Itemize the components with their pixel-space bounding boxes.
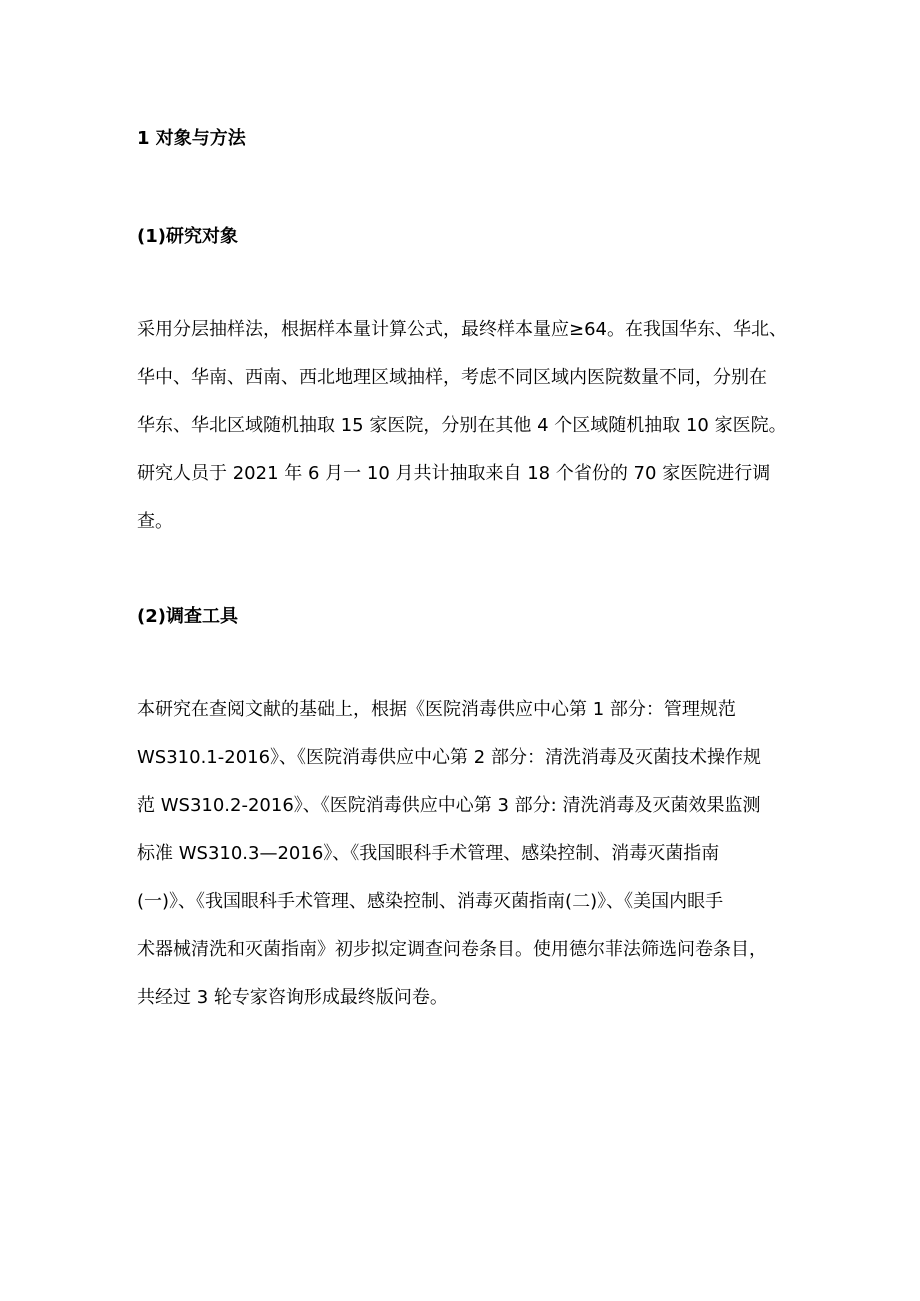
paragraph-line: 采用分层抽样法，根据样本量计算公式，最终样本量应≥64。在我国华东、华北、: [137, 319, 787, 340]
section-heading: 1 对象与方法: [137, 128, 246, 149]
paragraph-line: 术器械清洗和灭菌指南》初步拟定调查问卷条目。使用德尔菲法筛选问卷条目，: [137, 939, 767, 960]
subsection-heading-survey-tools: (2)调查工具: [137, 606, 238, 627]
paragraph-line: 查。: [137, 511, 173, 532]
paragraph-line: 范 WS310.2-2016》、《医院消毒供应中心第 3 部分: 清洗消毒及灭菌效果监测: [137, 795, 761, 816]
paragraph-line: 共经过 3 轮专家咨询形成最终版问卷。: [137, 987, 448, 1008]
subsection-heading-research-subjects: (1)研究对象: [137, 226, 238, 247]
paragraph-line: 标准 WS310.3—2016》、《我国眼科手术管理、感染控制、消毒灭菌指南: [137, 843, 720, 864]
paragraph-line: WS310.1-2016》、《医院消毒供应中心第 2 部分：清洗消毒及灭菌技术操作规: [137, 747, 761, 768]
paragraph-line: 研究人员于 2021 年 6 月一 10 月共计抽取来自 18 个省份的 70 家医院进行调: [137, 463, 771, 484]
paragraph-line: 本研究在查阅文献的基础上，根据《医院消毒供应中心第 1 部分：管理规范: [137, 699, 736, 720]
paragraph-line: 华东、华北区域随机抽取 15 家医院，分别在其他 4 个区域随机抽取 10 家医院。: [137, 415, 787, 436]
paragraph-line: 华中、华南、西南、西北地理区域抽样，考虑不同区域内医院数量不同，分别在: [137, 367, 767, 388]
paragraph-survey-tools: [137, 698, 767, 1034]
paragraph-research-subjects: [137, 318, 787, 558]
paragraph-line: (一)》、《我国眼科手术管理、感染控制、消毒灭菌指南(二)》、《美国内眼手: [137, 891, 724, 912]
